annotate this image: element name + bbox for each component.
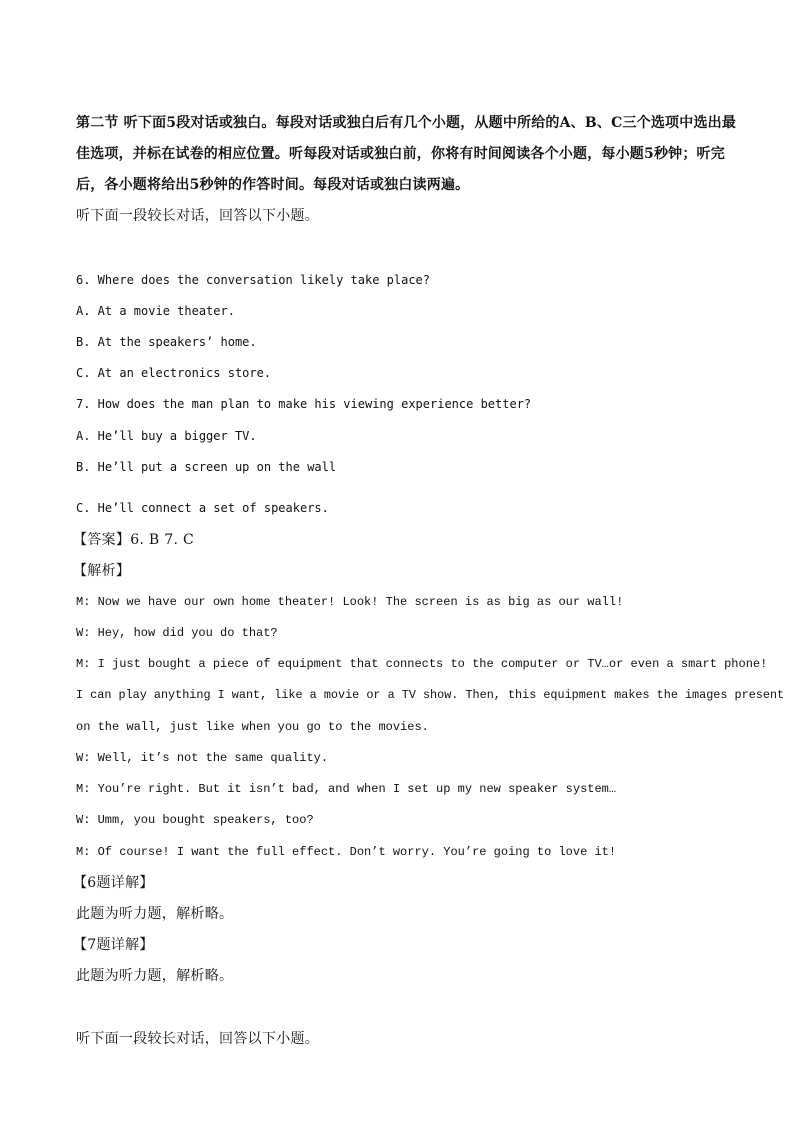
detail-7-label: 【7题详解】	[73, 937, 154, 953]
transcript-line: W: Well, it’s not the same quality.	[76, 751, 329, 765]
section-intro-line-2: 佳选项，并标在试卷的相应位置。听每段对话或独白前，你将有时间阅读各个小题，每小题5秒钟；听完	[76, 146, 725, 162]
section-intro-line-3: 后，各小题将给出5秒钟的作答时间。每段对话或独白读两遍。	[76, 177, 470, 193]
question-7-option-b: B. He’ll put a screen up on the wall	[76, 460, 337, 474]
question-6-option-c: C. At an electronics store.	[76, 366, 272, 380]
question-6-stem: 6. Where does the conversation likely take place?	[76, 273, 431, 287]
question-6-option-b: B. At the speakers’ home.	[76, 335, 257, 349]
question-7-stem: 7. How does the man plan to make his viewing experience better?	[76, 397, 532, 411]
transcript-line: W: Hey, how did you do that?	[76, 626, 278, 640]
transcript-line: M: Of course! I want the full effect. Don’t worry. You’re going to love it!	[76, 845, 617, 859]
instruction-text-next: 听下面一段较长对话，回答以下小题。	[76, 1031, 320, 1047]
analysis-label: 【解析】	[73, 563, 131, 579]
instruction-text: 听下面一段较长对话，回答以下小题。	[76, 208, 320, 224]
transcript-line: M: You’re right. But it isn’t bad, and when I set up my new speaker system…	[76, 782, 617, 796]
transcript-line: M: I just bought a piece of equipment that connects to the computer or TV…or even a smart phone!	[76, 657, 768, 671]
detail-6-label: 【6题详解】	[73, 875, 154, 891]
transcript-line: on the wall, just like when you go to the movies.	[76, 720, 429, 734]
transcript-line: I can play anything I want, like a movie or a TV show. Then, this equipment makes the images present	[76, 688, 785, 702]
question-6-option-a: A. At a movie theater.	[76, 304, 235, 318]
question-7-option-a: A. He’ll buy a bigger TV.	[76, 429, 257, 443]
detail-7-text: 此题为听力题，解析略。	[76, 968, 234, 984]
detail-6-text: 此题为听力题，解析略。	[76, 906, 234, 922]
transcript-line: M: Now we have our own home theater! Look! The screen is as big as our wall!	[76, 595, 624, 609]
answer-line: 【答案】6. B 7. C	[73, 532, 194, 548]
section-intro-line-1: 第二节 听下面5段对话或独白。每段对话或独白后有几个小题，从题中所给的A、B、C三个选项中选出最	[76, 115, 737, 131]
question-7-option-c: C. He’ll connect a set of speakers.	[76, 501, 329, 515]
transcript-line: W: Umm, you bought speakers, too?	[76, 813, 314, 827]
